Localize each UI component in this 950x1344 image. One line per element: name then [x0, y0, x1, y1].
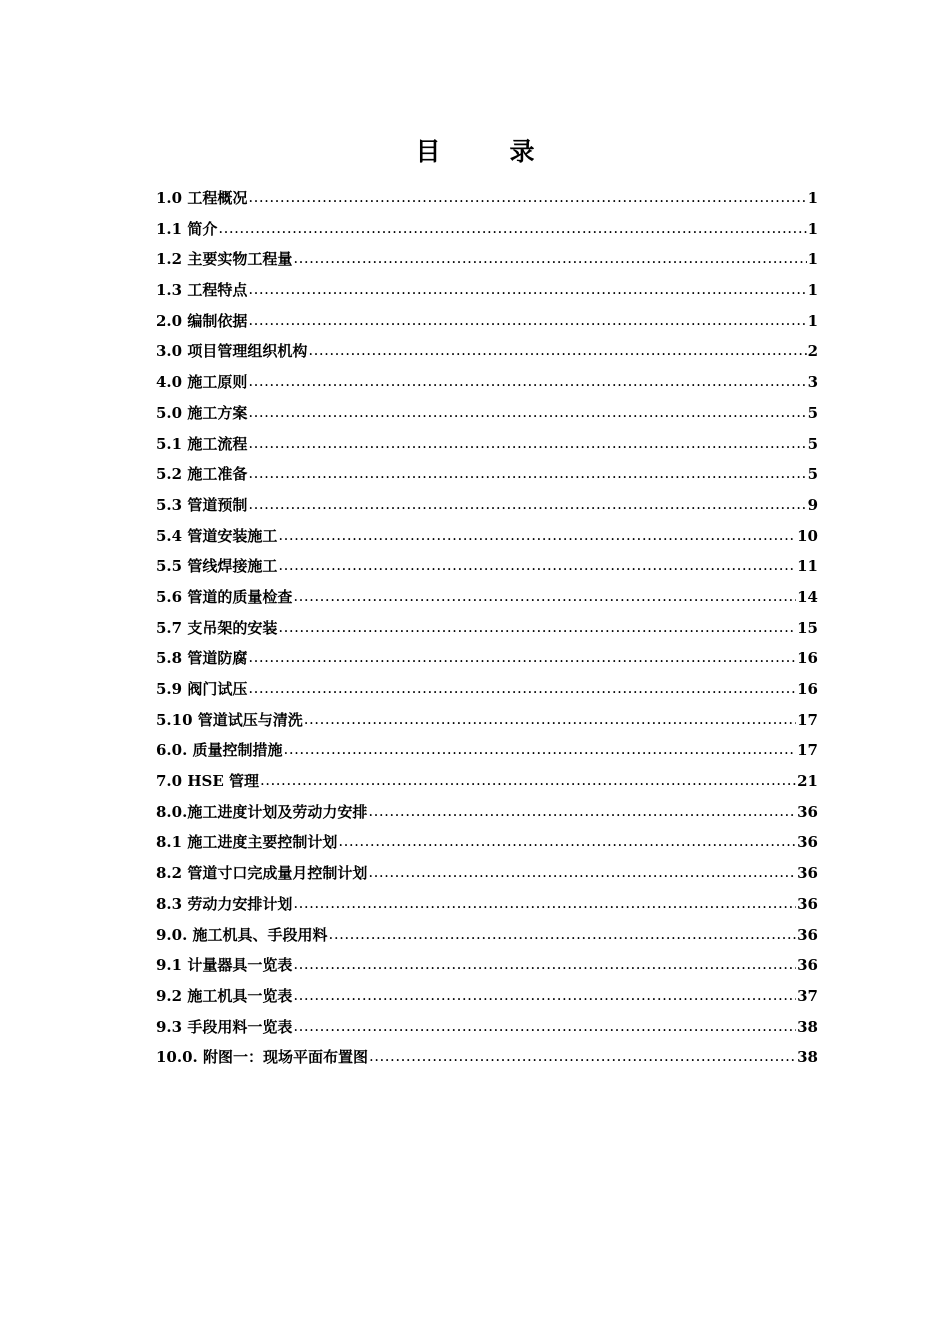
- toc-entry-page-number: 5: [807, 465, 818, 484]
- toc-dot-leader: [304, 704, 796, 735]
- toc-entry-label: 5.0 施工方案: [156, 403, 248, 422]
- toc-entry-page-number: 37: [797, 986, 818, 1005]
- toc-entry-page-number: 36: [797, 864, 818, 883]
- toc-entry-page-number: 5: [807, 434, 818, 453]
- toc-entry[interactable]: [156, 582, 818, 613]
- toc-entry-label: 5.7 支吊架的安装: [156, 618, 278, 637]
- toc-entry-page-number: 36: [797, 802, 818, 821]
- toc-entry-page-number: 1: [807, 311, 818, 330]
- toc-entry-page-number: 36: [797, 894, 818, 913]
- toc-dot-leader: [338, 826, 796, 857]
- toc-entry-label: 5.6 管道的质量检查: [156, 587, 293, 606]
- toc-entry[interactable]: [156, 336, 818, 367]
- page-title: 目 录: [415, 137, 557, 166]
- toc-entry-label: 4.0 施工原则: [156, 373, 248, 392]
- toc-entry-label: 9.3 手段用料一览表: [156, 1017, 293, 1036]
- toc-entry-page-number: 5: [807, 403, 818, 422]
- toc-entry[interactable]: [156, 735, 818, 766]
- toc-dot-leader: [278, 520, 796, 551]
- toc-entry[interactable]: [156, 920, 818, 951]
- toc-entry[interactable]: [156, 705, 818, 736]
- toc-dot-leader: [368, 796, 796, 827]
- toc-dot-leader: [248, 305, 806, 336]
- toc-entry[interactable]: [156, 459, 818, 490]
- toc-entry[interactable]: [156, 674, 818, 705]
- toc-entry-label: 9.0. 施工机具、手段用料: [156, 925, 328, 944]
- toc-dot-leader: [248, 274, 806, 305]
- toc-dot-leader: [293, 581, 796, 612]
- toc-entry-page-number: 3: [807, 373, 818, 392]
- toc-entry[interactable]: [156, 766, 818, 797]
- toc-entry-page-number: 16: [797, 680, 818, 698]
- toc-entry-page-number: 15: [797, 618, 818, 637]
- toc-entry[interactable]: [156, 367, 818, 398]
- toc-entry-label: 1.2 主要实物工程量: [156, 250, 293, 269]
- toc-entry-label: 1.3 工程特点: [156, 281, 248, 300]
- toc-entry[interactable]: [156, 858, 818, 889]
- toc-entry[interactable]: [156, 521, 818, 552]
- toc-entry-label: 5.1 施工流程: [156, 434, 248, 453]
- toc-entry[interactable]: [156, 981, 818, 1012]
- toc-entry-page-number: 36: [797, 925, 818, 944]
- toc-entry-label: 9.2 施工机具一览表: [156, 986, 293, 1005]
- toc-dot-leader: [278, 550, 796, 581]
- toc-entry[interactable]: [156, 797, 818, 828]
- toc-entry-page-number: 14: [797, 587, 818, 606]
- toc-entry-label: 8.3 劳动力安排计划: [156, 894, 293, 913]
- toc-entry-label: 1.1 简介: [156, 219, 218, 238]
- toc-entry-page-number: 10: [797, 526, 818, 545]
- toc-entry-page-number: 38: [797, 1017, 818, 1036]
- toc-entry[interactable]: [156, 306, 818, 337]
- toc-entry-page-number: 1: [807, 189, 818, 207]
- toc-entry-label: 2.0 编制依据: [156, 311, 248, 330]
- toc-entry-label: 8.2 管道寸口完成量月控制计划: [156, 864, 368, 883]
- toc-entry[interactable]: [156, 551, 818, 582]
- toc-dot-leader: [284, 734, 797, 765]
- toc-entry[interactable]: [156, 889, 818, 920]
- toc-dot-leader: [218, 213, 806, 244]
- toc-entry[interactable]: [156, 1042, 818, 1073]
- toc-entry-label: 10.0. 附图一：现场平面布置图: [156, 1048, 368, 1067]
- toc-entry-label: 5.5 管线焊接施工: [156, 557, 278, 576]
- toc-entry-page-number: 9: [807, 495, 818, 514]
- toc-entry-page-number: 17: [797, 741, 818, 760]
- toc-entry[interactable]: [156, 429, 818, 460]
- toc-dot-leader: [248, 458, 806, 489]
- toc-entry[interactable]: [156, 827, 818, 858]
- toc-entry-label: 5.2 施工准备: [156, 465, 248, 484]
- toc-dot-leader: [368, 857, 796, 888]
- toc-dot-leader: [369, 1041, 796, 1072]
- toc-dot-leader: [329, 919, 797, 950]
- toc-entry[interactable]: [156, 244, 818, 275]
- toc-entry-page-number: 16: [797, 649, 818, 668]
- toc-dot-leader: [308, 335, 806, 366]
- toc-dot-leader: [248, 397, 806, 428]
- toc-entry[interactable]: [156, 950, 818, 981]
- toc-entry-label: 8.1 施工进度主要控制计划: [156, 833, 338, 852]
- toc-entry-label: 5.9 阀门试压: [156, 680, 248, 698]
- toc-entry[interactable]: [156, 1012, 818, 1043]
- toc-entry[interactable]: [156, 398, 818, 429]
- toc-entry-label: 5.10 管道试压与清洗: [156, 710, 303, 729]
- toc-entry-label: 7.0 HSE 管理: [156, 772, 259, 791]
- toc-entry-label: 5.4 管道安装施工: [156, 526, 278, 545]
- toc-dot-leader: [248, 366, 806, 397]
- toc-entry-label: 5.8 管道防腐: [156, 649, 248, 668]
- toc-dot-leader: [248, 489, 806, 520]
- toc-entry-page-number: 2: [807, 342, 818, 361]
- toc-entry[interactable]: [156, 490, 818, 521]
- table-of-contents: [156, 183, 818, 1073]
- toc-dot-leader: [293, 980, 796, 1011]
- toc-entry-page-number: 1: [807, 250, 818, 269]
- toc-dot-leader: [293, 949, 796, 980]
- toc-entry-page-number: 38: [797, 1048, 818, 1067]
- toc-dot-leader: [248, 182, 806, 213]
- toc-dot-leader: [278, 612, 796, 643]
- toc-dot-leader: [248, 428, 806, 459]
- toc-dot-leader: [248, 642, 796, 673]
- toc-entry[interactable]: [156, 275, 818, 306]
- toc-entry-label: 8.0.施工进度计划及劳动力安排: [156, 802, 368, 821]
- toc-entry[interactable]: [156, 643, 818, 674]
- toc-entry-page-number: 36: [797, 956, 818, 975]
- toc-entry-page-number: 1: [807, 219, 818, 238]
- toc-entry-page-number: 11: [797, 557, 818, 576]
- toc-dot-leader: [293, 243, 806, 274]
- toc-entry-label: 1.0 工程概况: [156, 189, 248, 207]
- toc-entry-label: 5.3 管道预制: [156, 495, 248, 514]
- toc-entry-label: 9.1 计量器具一览表: [156, 956, 293, 975]
- toc-entry-label: 3.0 项目管理组织机构: [156, 342, 308, 361]
- toc-dot-leader: [260, 765, 796, 796]
- toc-entry[interactable]: [156, 613, 818, 644]
- toc-entry-page-number: 36: [797, 833, 818, 852]
- toc-entry-page-number: 1: [807, 281, 818, 300]
- toc-entry-page-number: 17: [797, 710, 818, 729]
- toc-entry[interactable]: [156, 183, 818, 214]
- toc-entry-page-number: 21: [797, 772, 818, 791]
- toc-entry[interactable]: [156, 214, 818, 245]
- toc-dot-leader: [293, 1011, 796, 1042]
- toc-dot-leader: [293, 888, 796, 919]
- toc-entry-label: 6.0. 质量控制措施: [156, 741, 283, 760]
- toc-dot-leader: [248, 673, 796, 704]
